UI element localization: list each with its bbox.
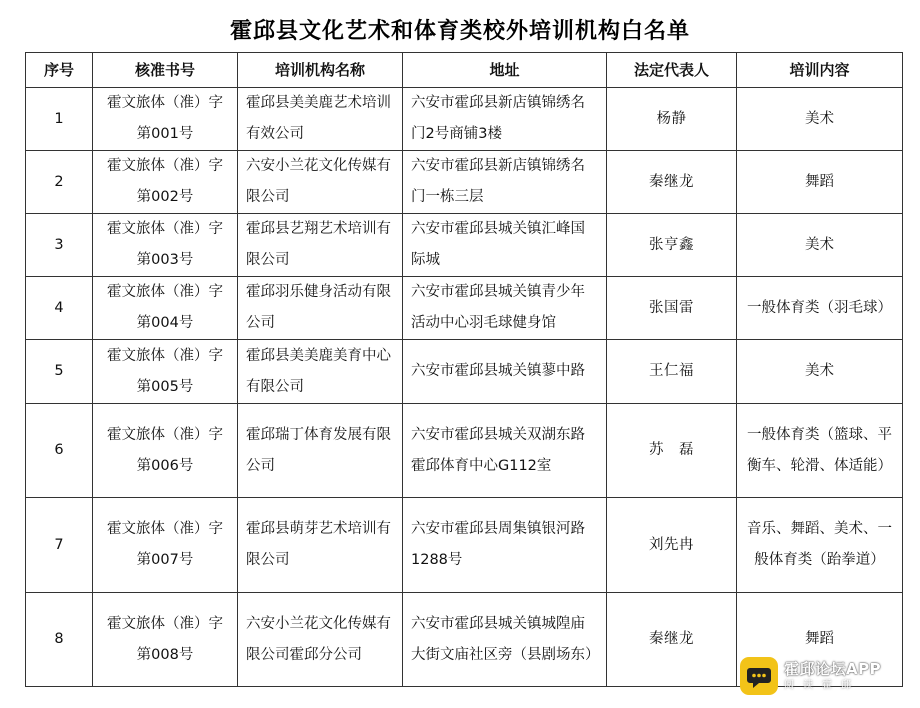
cell-org: 霍邱县美美鹿艺术培训有效公司 <box>238 88 403 151</box>
cell-content: 美术 <box>737 88 903 151</box>
cell-org: 霍邱瑞丁体育发展有限公司 <box>238 404 403 498</box>
cell-address: 六安市霍邱县周集镇银河路1288号 <box>403 498 607 593</box>
cell-address: 六安市霍邱县城关镇青少年活动中心羽毛球健身馆 <box>403 277 607 340</box>
cell-approval: 霍文旅体（准）字第002号 <box>93 151 238 214</box>
cell-org: 六安小兰花文化传媒有限公司霍邱分公司 <box>238 593 403 687</box>
table-row <box>26 404 903 498</box>
cell-no: 2 <box>26 151 93 214</box>
cell-org: 霍邱县美美鹿美育中心有限公司 <box>238 340 403 404</box>
cell-address: 六安市霍邱县城关双湖东路霍邱体育中心G112室 <box>403 404 607 498</box>
table-header-row <box>26 53 903 88</box>
header-org: 培训机构名称 <box>238 53 403 88</box>
cell-legal: 刘先冉 <box>607 498 737 593</box>
whitelist-table <box>25 52 903 687</box>
watermark-name: 霍邱论坛APP <box>784 659 882 678</box>
header-approval: 核准书号 <box>93 53 238 88</box>
chat-bubble-icon <box>740 657 778 695</box>
cell-legal: 秦继龙 <box>607 593 737 687</box>
cell-content: 一般体育类（羽毛球） <box>737 277 903 340</box>
cell-no: 3 <box>26 214 93 277</box>
cell-org: 六安小兰花文化传媒有限公司 <box>238 151 403 214</box>
cell-address: 六安市霍邱县城关镇汇峰国际城 <box>403 214 607 277</box>
cell-content: 音乐、舞蹈、美术、一般体育类（跆拳道） <box>737 498 903 593</box>
cell-approval: 霍文旅体（准）字第001号 <box>93 88 238 151</box>
cell-approval: 霍文旅体（准）字第005号 <box>93 340 238 404</box>
table-row <box>26 277 903 340</box>
cell-org: 霍邱县艺翔艺术培训有限公司 <box>238 214 403 277</box>
header-no: 序号 <box>26 53 93 88</box>
cell-content: 美术 <box>737 340 903 404</box>
cell-legal: 王仁福 <box>607 340 737 404</box>
cell-no: 6 <box>26 404 93 498</box>
cell-approval: 霍文旅体（准）字第007号 <box>93 498 238 593</box>
page-title: 霍邱县文化艺术和体育类校外培训机构白名单 <box>229 18 690 44</box>
header-address: 地址 <box>403 53 607 88</box>
cell-no: 1 <box>26 88 93 151</box>
cell-no: 5 <box>26 340 93 404</box>
cell-content: 舞蹈 <box>737 593 903 687</box>
cell-approval: 霍文旅体（准）字第006号 <box>93 404 238 498</box>
cell-address: 六安市霍邱县新店镇锦绣名门2号商铺3楼 <box>403 88 607 151</box>
cell-org: 霍邱羽乐健身活动有限公司 <box>238 277 403 340</box>
cell-legal: 杨静 <box>607 88 737 151</box>
watermark-subtitle: 阅读霍邱 <box>784 679 860 691</box>
cell-content: 美术 <box>737 214 903 277</box>
table-row <box>26 88 903 151</box>
table-row <box>26 151 903 214</box>
table-row <box>26 340 903 404</box>
cell-org: 霍邱县萌芽艺术培训有限公司 <box>238 498 403 593</box>
cell-legal: 秦继龙 <box>607 151 737 214</box>
cell-address: 六安市霍邱县城关镇蓼中路 <box>403 340 607 404</box>
cell-approval: 霍文旅体（准）字第004号 <box>93 277 238 340</box>
cell-legal: 苏 磊 <box>607 404 737 498</box>
cell-content: 一般体育类（篮球、平衡车、轮滑、体适能） <box>737 404 903 498</box>
cell-address: 六安市霍邱县新店镇锦绣名门一栋三层 <box>403 151 607 214</box>
header-legal: 法定代表人 <box>607 53 737 88</box>
cell-no: 7 <box>26 498 93 593</box>
cell-approval: 霍文旅体（准）字第008号 <box>93 593 238 687</box>
cell-legal: 张亨鑫 <box>607 214 737 277</box>
table-row <box>26 214 903 277</box>
table-row <box>26 498 903 593</box>
cell-content: 舞蹈 <box>737 151 903 214</box>
cell-no: 8 <box>26 593 93 687</box>
cell-approval: 霍文旅体（准）字第003号 <box>93 214 238 277</box>
cell-legal: 张国雷 <box>607 277 737 340</box>
app-watermark <box>740 654 912 698</box>
header-content: 培训内容 <box>737 53 903 88</box>
cell-address: 六安市霍邱县城关镇城隍庙大街文庙社区旁（县剧场东） <box>403 593 607 687</box>
cell-no: 4 <box>26 277 93 340</box>
